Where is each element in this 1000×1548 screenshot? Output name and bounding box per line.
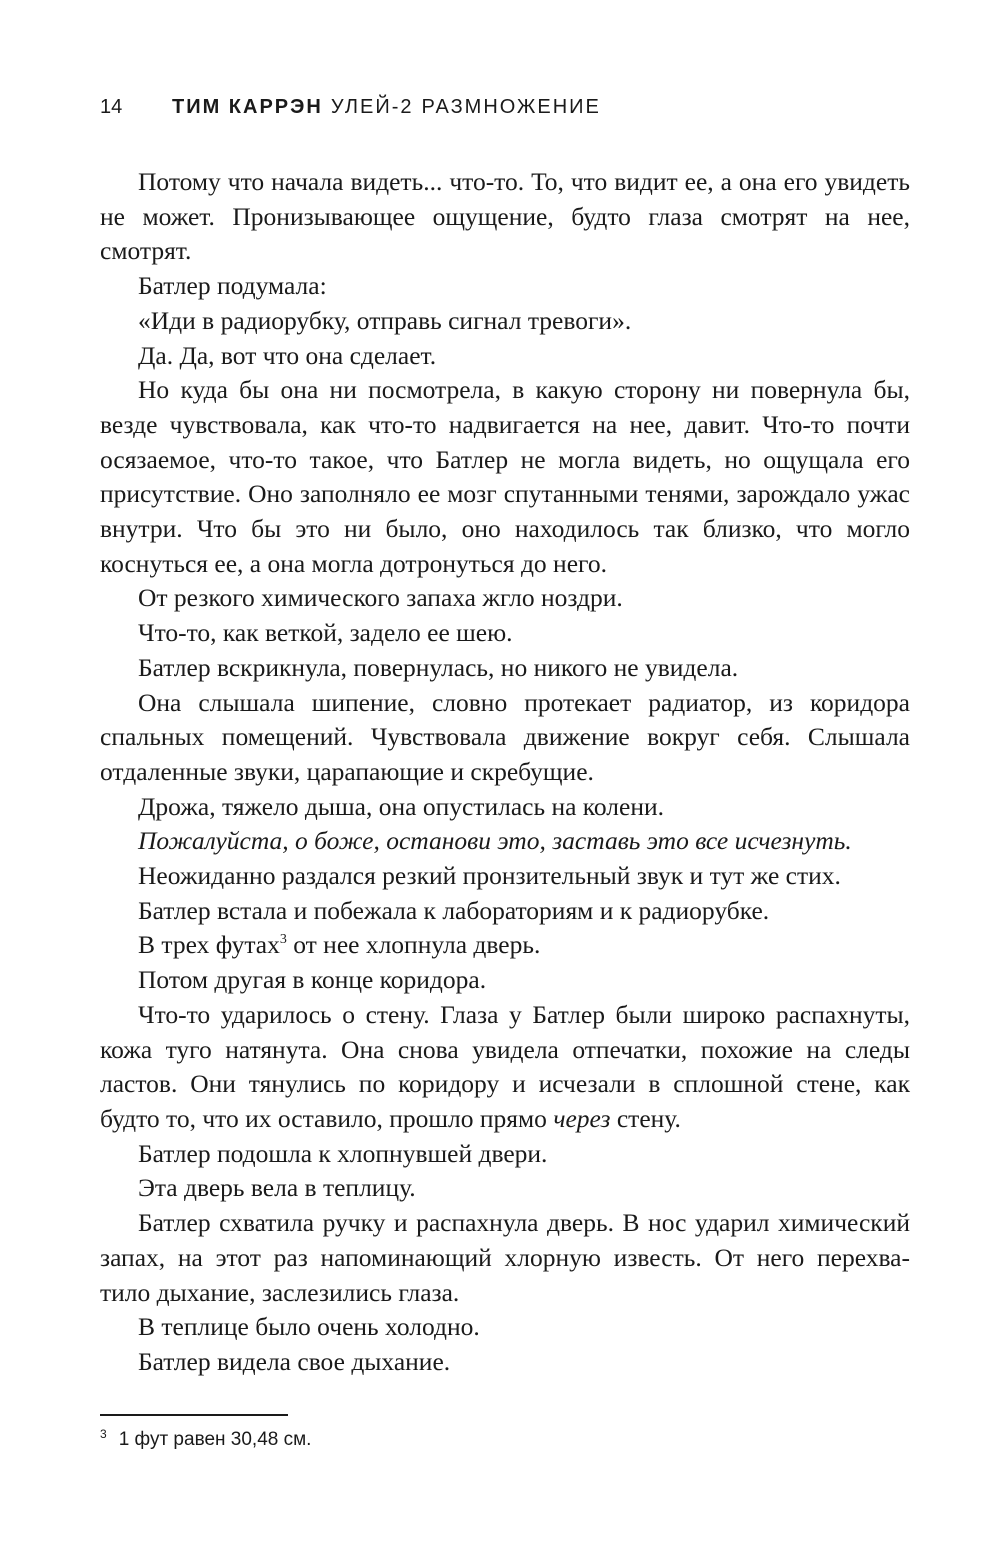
book-series: УЛЕЙ-2 [330, 96, 414, 118]
paragraph: Да. Да, вот что она сделает. [138, 340, 437, 370]
paragraph-with-emphasis [100, 998, 910, 1137]
paragraph: Потому что начала видеть... что-то. То, что видит ее, а она его увидеть не может. Пронизывающее ощущение, будто глаза смотрят на нее, смотрят. [100, 167, 910, 266]
paragraph: «Иди в радиорубку, отправь сигнал тревоги». [138, 305, 632, 335]
paragraph: Но куда бы она ни посмотрела, в какую сторону ни повернула бы, везде чувствовала, как что-то надвигается на нее, давит. Что-то почти осязаемое, что-то такое, что Батлер не могла видеть, но ощущала его присутствие. Оно заполняло ее мозг спутанными тенями, зарождало ужас внутри. Что бы это ни было, оно находилось так близко, что могло коснуться ее, а она могла дотронуться до него. [100, 375, 910, 578]
page-text [100, 165, 910, 1380]
paragraph: Она слышала шипение, словно протекает радиатор, из коридора спальных помещений. Чувствовала движение вокруг себя. Слышала отдаленные звуки, царапающие и скребущие. [100, 687, 910, 786]
paragraph: Что-то, как веткой, задело ее шею. [138, 618, 513, 648]
paragraph: Эта дверь вела в теплицу. [138, 1173, 416, 1203]
paragraph: В теплице было очень холодно. [138, 1312, 480, 1342]
emphasis-word: через [553, 1103, 611, 1133]
italic-text: Пожалуйста, о боже, останови это, заставь это все исчезнуть. [138, 826, 852, 856]
paragraph: Дрожа, тяжело дыша, она опустилась на колени. [138, 791, 665, 821]
text-run: Что-то ударилось о стену. Глаза у Батлер были широко распахнуты, кожа туго натянута. Она снова увидела отпечатки, похожие на следы ластов. Они тянулись по коридору и исчезали в сплошной стене, как будто то, что их оставило, прошло прямо [100, 999, 910, 1133]
paragraph: Батлер видела свое дыхание. [138, 1346, 451, 1376]
paragraph: Неожиданно раздался резкий пронзительный звук и тут же стих. [138, 861, 841, 891]
paragraph: Батлер подошла к хлопнувшей двери. [138, 1138, 548, 1168]
footnote-text: 1 фут равен 30,48 см. [118, 1429, 312, 1450]
text-run: стену. [610, 1103, 681, 1133]
paragraph-italic [100, 824, 910, 859]
paragraph: Батлер схватила ручку и распахнула дверь. В нос ударил химический запах, на этот раз напоминающий хлорную известь. От него перехва- [100, 1208, 910, 1272]
paragraph: Батлер подумала: [138, 271, 327, 301]
footnote [100, 1426, 311, 1454]
footnote-divider [100, 1414, 288, 1416]
paragraph: Батлер встала и побежала к лабораториям и к радиорубке. [138, 895, 770, 925]
book-title: РАЗМНОЖЕНИЕ [421, 96, 601, 118]
paragraph-continuation: тило дыхание, заслезились глаза. [100, 1277, 460, 1307]
page-number: 14 [100, 96, 123, 118]
footnote-reference: 3 [279, 932, 287, 948]
text-run: В трех футах [138, 930, 280, 960]
text-run: от нее хлопнула дверь. [286, 930, 541, 960]
paragraph-with-footnote [100, 928, 910, 963]
paragraph: Потом другая в конце коридора. [138, 965, 487, 995]
paragraph: Батлер вскрикнула, повернулась, но никого не увидела. [138, 652, 739, 682]
running-header [100, 92, 601, 122]
footnote-mark: 3 [100, 1426, 107, 1441]
paragraph: От резкого химического запаха жгло ноздри. [138, 583, 623, 613]
book-author: ТИМ КАРРЭН [172, 96, 323, 118]
